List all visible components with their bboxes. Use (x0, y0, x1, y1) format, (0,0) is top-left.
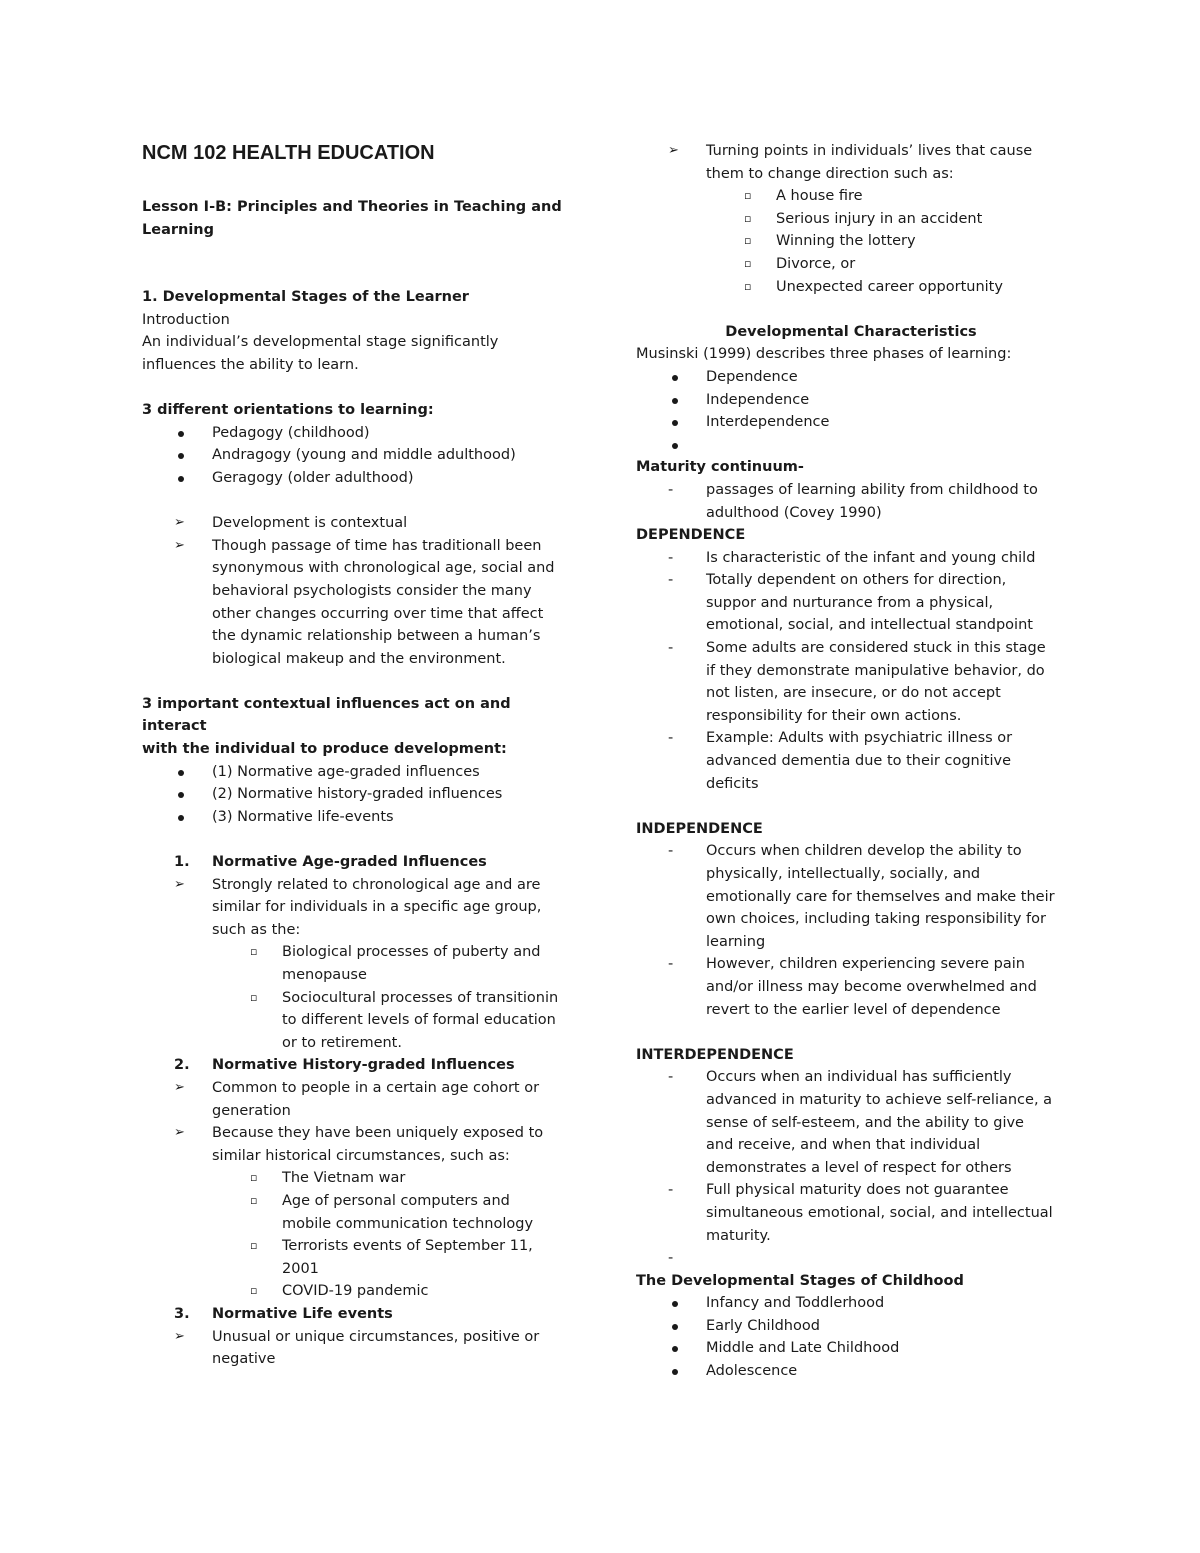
intro-label: Introduction (142, 311, 230, 328)
dash-bullet-icon: - (668, 481, 674, 498)
list-item: ➢ Though passage of time has traditionall been synonymous with chronological age, social and behavioral psychologists consider the many other changes occurring over time that affect the dynamic relationship between a human’s biological makeup and the environment. (142, 535, 582, 671)
dash-bullet-icon: - (668, 1069, 674, 1086)
square-bullet-icon: ▫ (250, 1171, 258, 1185)
list-item: - Occurs when an individual has sufficiently advanced in maturity to achieve self-reliance, a sense of self-esteem, and the ability to give and receive, and when that individual demonstrates a level of respect for others (636, 1066, 1066, 1179)
dash-bullet-icon: - (668, 843, 674, 860)
orientations-heading: 3 different orientations to learning: (142, 402, 434, 419)
list-item: (2) Normative history-graded influences (142, 783, 582, 806)
influences-heading-line2: interact (142, 718, 207, 735)
arrow-bullet-icon: ➢ (174, 1079, 185, 1095)
square-bullet-icon: ▫ (744, 189, 752, 203)
list-item: Geragogy (older adulthood) (142, 467, 582, 490)
dev-char-heading: Developmental Characteristics (725, 323, 977, 340)
square-bullet-icon: ▫ (744, 256, 752, 270)
list-item: - passages of learning ability from childhood to adulthood (Covey 1990) (636, 479, 1066, 524)
sub-list-item: ▫ Sociocultural processes of transitionin to different levels of formal education or to retirement. (142, 987, 582, 1055)
dash-bullet-icon: - (668, 640, 674, 657)
square-bullet-icon: ▫ (744, 211, 752, 225)
sub-list-item: ▫ Terrorists events of September 11, 2001 (142, 1235, 582, 1280)
dash-bullet-icon: - (668, 956, 674, 973)
intro-line2: influences the ability to learn. (142, 356, 359, 373)
list-item: ➢ Development is contextual (142, 512, 582, 535)
sub-list-item: ▫ Biological processes of puberty and menopause (142, 941, 582, 986)
square-bullet-icon: ▫ (250, 990, 258, 1004)
lesson-title-line2: Learning (142, 221, 215, 238)
dash-bullet-icon: - (668, 572, 674, 589)
list-item: ➢ Turning points in individuals’ lives that cause them to change direction such as: (636, 140, 1066, 185)
list-item: - Totally dependent on others for direction, suppor and nurturance from a physical, emotional, social, and intellectual standpoint (636, 569, 1066, 637)
sub-list-item: ▫ Age of personal computers and mobile communication technology (142, 1190, 582, 1235)
square-bullet-icon: ▫ (250, 1193, 258, 1207)
list-item: ➢ Because they have been uniquely exposed to similar historical circumstances, such as: (142, 1122, 582, 1167)
numbered-heading-2: 2. Normative History-graded Influences (174, 1057, 515, 1074)
list-item: - Example: Adults with psychiatric illness or advanced dementia due to their cognitive deficits (636, 727, 1066, 795)
arrow-bullet-icon: ➢ (174, 1125, 185, 1141)
list-item: - Occurs when children develop the ability to physically, intellectually, socially, and emotionally care for themselves and make their own choices, including taking responsibility for learning (636, 840, 1066, 953)
list-item: - Is characteristic of the infant and young child (636, 547, 1066, 570)
list-item: ➢ Common to people in a certain age cohort or generation (142, 1077, 582, 1122)
dash-bullet-icon: - (668, 730, 674, 747)
numbered-heading-3: 3. Normative Life events (174, 1305, 393, 1322)
numbered-heading-1: 1. Normative Age-graded Influences (174, 854, 487, 871)
list-item: Early Childhood (636, 1315, 1066, 1338)
list-item: Pedagogy (childhood) (142, 422, 582, 445)
list-item: ➢ Unusual or unique circumstances, positive or negative (142, 1326, 582, 1371)
dependence-heading: DEPENDENCE (636, 527, 746, 544)
list-item: Interdependence (636, 411, 1066, 434)
sub-list-item: ▫ A house fire (636, 185, 1066, 208)
musinski-line: Musinski (1999) describes three phases of learning: (636, 346, 1012, 363)
list-item: - However, children experiencing severe pain and/or illness may become overwhelmed and revert to the earlier level of dependence (636, 953, 1066, 1021)
dash-bullet-icon: - (668, 1250, 674, 1267)
lesson-title-line1: Lesson I-B: Principles and Theories in Teaching and (142, 199, 562, 215)
document-title: NCM 102 HEALTH EDUCATION (142, 142, 435, 164)
empty-list-item (636, 434, 1066, 457)
sub-list-item: ▫ COVID-19 pandemic (142, 1280, 582, 1303)
arrow-bullet-icon: ➢ (668, 143, 679, 158)
arrow-bullet-icon: ➢ (174, 515, 185, 531)
list-item: Adolescence (636, 1360, 1066, 1383)
square-bullet-icon: ▫ (250, 1284, 258, 1298)
maturity-heading: Maturity continuum- (636, 459, 804, 476)
right-column (636, 140, 1066, 1383)
list-item: (3) Normative life-events (142, 806, 582, 829)
list-item: Independence (636, 389, 1066, 412)
arrow-bullet-icon: ➢ (174, 876, 185, 892)
arrow-bullet-icon: ➢ (174, 537, 185, 553)
list-item: ➢ Strongly related to chronological age and are similar for individuals in a specific age group, such as the: (142, 874, 582, 942)
list-item: - Some adults are considered stuck in this stage if they demonstrate manipulative behavior, do not listen, are insecure, or do not accept responsibility for their own actions. (636, 637, 1066, 727)
sub-list-item: ▫ Divorce, or (636, 253, 1066, 276)
sub-list-item: ▫ Unexpected career opportunity (636, 276, 1066, 299)
childhood-heading: The Developmental Stages of Childhood (636, 1272, 964, 1289)
independence-heading: INDEPENDENCE (636, 820, 763, 837)
square-bullet-icon: ▫ (744, 234, 752, 248)
list-item: Infancy and Toddlerhood (636, 1292, 1066, 1315)
square-bullet-icon: ▫ (250, 1239, 258, 1253)
arrow-bullet-icon: ➢ (174, 1328, 185, 1344)
section1-heading: 1. Developmental Stages of the Learner (142, 289, 469, 306)
sub-list-item: ▫ Winning the lottery (636, 230, 1066, 253)
list-item: Middle and Late Childhood (636, 1337, 1066, 1360)
list-item: (1) Normative age-graded influences (142, 761, 582, 784)
list-item: Dependence (636, 366, 1066, 389)
interdependence-heading: INTERDEPENDENCE (636, 1046, 794, 1063)
sub-list-item: ▫ Serious injury in an accident (636, 208, 1066, 231)
sub-list-item: ▫ The Vietnam war (142, 1167, 582, 1190)
dash-bullet-icon: - (668, 549, 674, 566)
dash-bullet-icon: - (668, 1182, 674, 1199)
intro-line1: An individual’s developmental stage significantly (142, 334, 499, 351)
square-bullet-icon: ▫ (744, 279, 752, 293)
list-item: Andragogy (young and middle adulthood) (142, 444, 582, 467)
square-bullet-icon: ▫ (250, 945, 258, 959)
list-item: - Full physical maturity does not guarantee simultaneous emotional, social, and intellectual maturity. (636, 1179, 1066, 1247)
empty-list-item (636, 1247, 1066, 1270)
influences-heading-line1: 3 important contextual influences act on and (142, 695, 511, 712)
left-column (142, 138, 582, 1371)
influences-heading-line3: with the individual to produce development: (142, 741, 507, 758)
